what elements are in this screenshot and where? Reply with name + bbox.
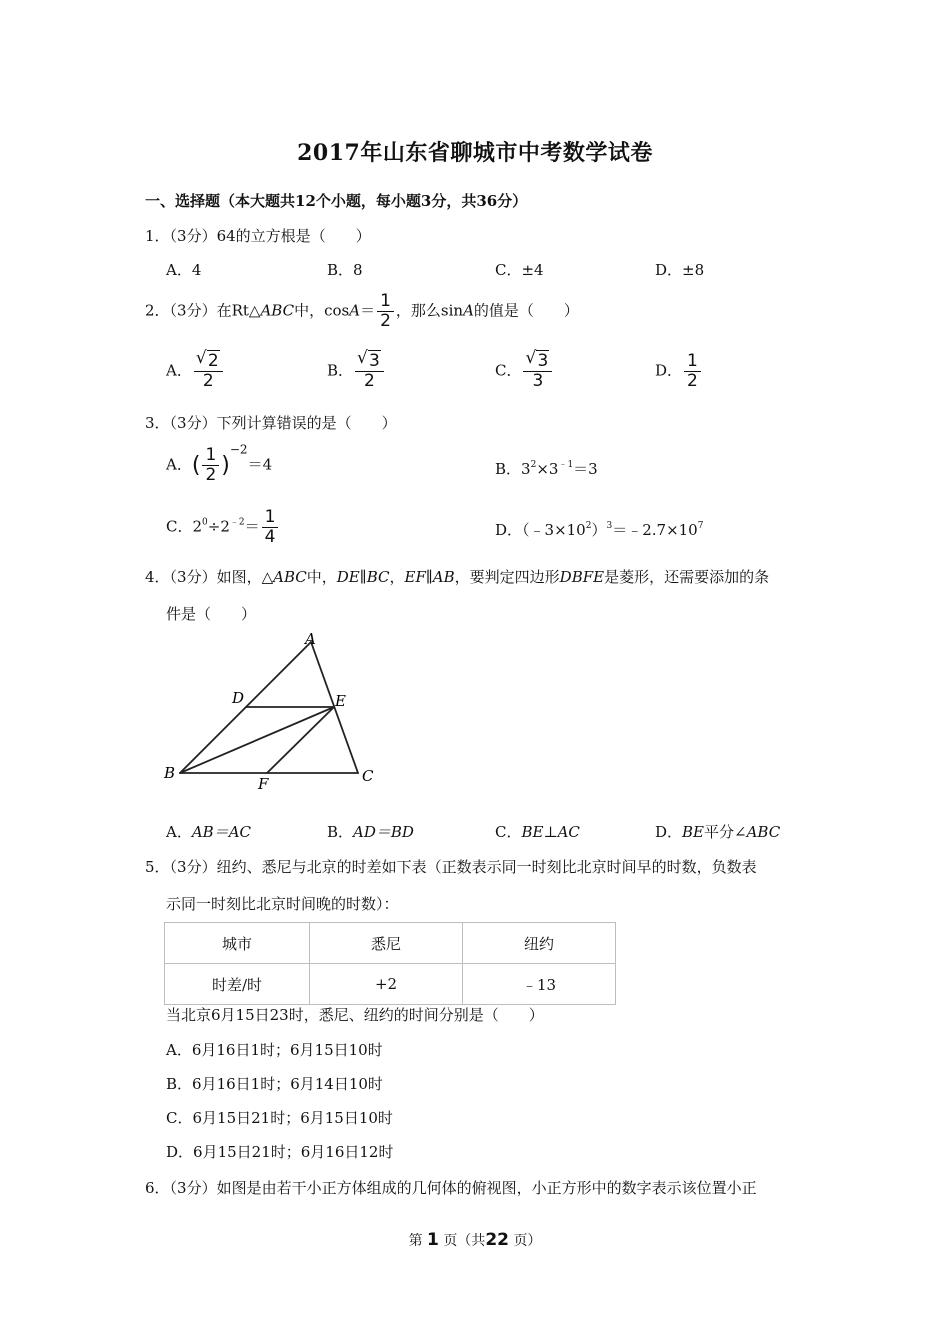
fraction bbox=[202, 446, 219, 485]
question-text: 纽约、悉尼与北京的时差如下表（正数表示同一时刻比北京时间早的时数，负数表 bbox=[216, 858, 757, 876]
question-text: ，那么sin bbox=[395, 301, 464, 320]
question-text: 的值是 bbox=[473, 301, 519, 320]
denominator: 2 bbox=[202, 371, 214, 391]
question-number: 6． bbox=[145, 1179, 170, 1197]
expression: ＝﹣2.7×10 bbox=[612, 521, 698, 539]
denominator: 2 bbox=[687, 371, 698, 391]
option-a bbox=[166, 348, 225, 391]
exponent: 2 bbox=[585, 521, 592, 531]
option-label: A． bbox=[166, 361, 192, 380]
answer-blank: （ ） bbox=[518, 301, 579, 320]
angle-name: A bbox=[349, 301, 361, 320]
segment-name: EF bbox=[404, 568, 426, 586]
exponent: ﹣2 bbox=[229, 517, 245, 528]
option-label: D． bbox=[495, 521, 523, 539]
triangle-name: ABC bbox=[260, 301, 295, 320]
option-b: B．8 bbox=[327, 261, 363, 279]
option-c: C．±4 bbox=[495, 261, 544, 279]
option-a: A．6月16日1时；6月15日10时 bbox=[166, 1041, 383, 1059]
numerator: 1 bbox=[377, 292, 394, 312]
fraction bbox=[523, 348, 552, 391]
radical-sign-icon: √ bbox=[357, 348, 368, 368]
radical-sign-icon: √ bbox=[525, 348, 537, 368]
option-b bbox=[495, 458, 598, 479]
operator: ÷2 bbox=[207, 517, 230, 536]
square-root bbox=[357, 348, 381, 371]
numerator: 1 bbox=[262, 508, 279, 528]
numerator: 1 bbox=[202, 446, 219, 466]
question-4-stem-line2 bbox=[166, 603, 256, 624]
footer-text: 第 bbox=[408, 1233, 423, 1249]
comma: ， bbox=[389, 568, 405, 586]
table-cell: 时差/时 bbox=[165, 964, 310, 1005]
option-value: BE⊥AC bbox=[521, 823, 580, 841]
square-root bbox=[195, 348, 220, 371]
square-root bbox=[525, 348, 549, 371]
fraction bbox=[377, 292, 394, 331]
segment-name: AB bbox=[432, 568, 455, 586]
fraction bbox=[684, 352, 701, 391]
option-label: C． bbox=[166, 517, 193, 536]
fraction bbox=[262, 508, 279, 547]
result: ＝4 bbox=[247, 455, 273, 474]
question-score: （3分） bbox=[169, 301, 217, 320]
question-text: 是菱形，还需要添加的条 bbox=[604, 568, 770, 586]
time-difference-table bbox=[164, 922, 616, 1005]
point-label-a: A bbox=[305, 630, 316, 648]
question-4-stem bbox=[145, 566, 769, 587]
total-pages: 22 bbox=[485, 1230, 509, 1250]
footer-text: 页） bbox=[513, 1233, 542, 1249]
question-text: 下列计算错误的是 bbox=[216, 414, 337, 432]
denominator: 4 bbox=[264, 527, 276, 547]
segment-name: BC bbox=[366, 568, 390, 586]
question-number: 5． bbox=[145, 858, 170, 876]
exponent: ﹣1 bbox=[558, 460, 574, 470]
exponent: 2 bbox=[530, 460, 537, 470]
option-d bbox=[655, 821, 780, 842]
page-title: 2017年山东省聊城市中考数学试卷 bbox=[297, 140, 653, 166]
radicand: 3 bbox=[537, 351, 549, 371]
option-b bbox=[327, 348, 386, 391]
right-paren: ) bbox=[221, 453, 230, 478]
table-header-cell: 城市 bbox=[165, 923, 310, 964]
quadrilateral-name: DBFE bbox=[559, 568, 605, 586]
table-row bbox=[165, 964, 616, 1005]
table-cell: ﹣13 bbox=[463, 964, 616, 1005]
question-3-stem bbox=[145, 412, 397, 433]
segment-name: DE bbox=[336, 568, 360, 586]
radicand: 2 bbox=[207, 351, 219, 371]
question-number: 4． bbox=[145, 568, 170, 586]
numerator bbox=[523, 348, 552, 372]
answer-blank: （ ） bbox=[483, 1006, 544, 1024]
option-d: D．6月15日21时；6月16日12时 bbox=[166, 1143, 394, 1161]
question-1-stem bbox=[145, 225, 371, 246]
radical-sign-icon: √ bbox=[195, 348, 207, 368]
answer-blank: （ ） bbox=[196, 605, 257, 623]
table-row bbox=[165, 923, 616, 964]
section-heading: 一、选择题（本大题共12个小题，每小题3分，共36分） bbox=[145, 192, 528, 210]
option-label: A． bbox=[166, 823, 192, 841]
page-footer bbox=[0, 1230, 950, 1250]
base: 3 bbox=[521, 460, 531, 478]
point-label-c: C bbox=[362, 767, 374, 785]
question-6-stem bbox=[145, 1177, 757, 1198]
expression: （﹣3×10 bbox=[522, 521, 586, 539]
table-cell: +2 bbox=[310, 964, 463, 1005]
numerator bbox=[355, 348, 384, 372]
question-5-subquestion bbox=[166, 1004, 544, 1025]
segment-ef bbox=[267, 707, 334, 773]
fraction bbox=[355, 348, 384, 391]
numerator bbox=[194, 348, 223, 372]
parallel-sign: ∥ bbox=[359, 568, 367, 586]
option-value: BE bbox=[682, 823, 705, 841]
answer-blank: （ ） bbox=[336, 414, 397, 432]
question-score: （3分） bbox=[169, 227, 217, 245]
parallel-sign: ∥ bbox=[425, 568, 433, 586]
option-d bbox=[495, 519, 703, 540]
question-text: 当北京6月15日23时，悉尼、纽约的时间分别是 bbox=[166, 1006, 484, 1024]
option-b: B．6月16日1时；6月14日10时 bbox=[166, 1075, 383, 1093]
exponent: −2 bbox=[229, 442, 248, 457]
page-number: 1 bbox=[427, 1230, 439, 1250]
option-a bbox=[166, 442, 273, 485]
option-d bbox=[655, 352, 703, 391]
question-2-stem bbox=[145, 292, 579, 331]
denominator: 2 bbox=[380, 311, 391, 331]
question-score: （3分） bbox=[169, 568, 217, 586]
triangle-name: ABC bbox=[273, 568, 307, 586]
denominator: 3 bbox=[532, 371, 544, 391]
option-d: D．±8 bbox=[655, 261, 705, 279]
angle-name: A bbox=[463, 301, 474, 320]
denominator: 2 bbox=[364, 371, 375, 391]
question-number: 2． bbox=[145, 301, 170, 320]
question-text: 中， bbox=[306, 568, 337, 586]
denominator: 2 bbox=[205, 465, 217, 485]
point-label-b: B bbox=[164, 764, 176, 782]
question-text: 在Rt△ bbox=[216, 301, 261, 320]
question-text: 如图，△ bbox=[216, 568, 274, 586]
option-a: A．4 bbox=[166, 261, 202, 279]
exponent: 0 bbox=[202, 517, 208, 528]
question-text: ，要判定四边形 bbox=[454, 568, 560, 586]
result: ＝3 bbox=[573, 460, 598, 478]
exponent: 3 bbox=[606, 521, 613, 531]
left-paren: ( bbox=[191, 453, 201, 478]
option-value: AD＝BD bbox=[353, 823, 414, 841]
question-score: （3分） bbox=[169, 858, 217, 876]
segment-be bbox=[180, 707, 334, 773]
question-text: 64的立方根是 bbox=[216, 227, 311, 245]
option-label: C． bbox=[495, 361, 522, 380]
footer-text: 页（共 bbox=[443, 1233, 486, 1249]
question-5-stem-line2: 示同一时刻比北京时间晚的时数）： bbox=[166, 895, 399, 913]
option-c bbox=[495, 348, 554, 391]
question-text: 件是 bbox=[166, 605, 197, 623]
question-5-stem bbox=[145, 856, 757, 877]
question-text: 中，cos bbox=[294, 301, 350, 320]
equals-sign: ＝ bbox=[244, 517, 260, 536]
option-value: AB＝AC bbox=[191, 823, 252, 841]
option-label: C． bbox=[495, 823, 522, 841]
point-label-f: F bbox=[258, 775, 269, 793]
answer-blank: （ ） bbox=[310, 227, 371, 245]
option-c bbox=[166, 508, 280, 547]
base: 2 bbox=[192, 517, 203, 536]
triangle-figure bbox=[160, 628, 380, 796]
exponent: 7 bbox=[697, 521, 704, 531]
operator: ×3 bbox=[536, 460, 559, 478]
option-value: 平分∠ bbox=[704, 823, 747, 841]
fraction bbox=[194, 348, 223, 391]
question-text: 如图是由若干小正方体组成的几何体的俯视图，小正方形中的数字表示该位置小正 bbox=[216, 1179, 757, 1197]
point-label-d: D bbox=[232, 689, 245, 707]
option-label: B． bbox=[327, 823, 354, 841]
point-label-e: E bbox=[335, 692, 346, 710]
numerator: 1 bbox=[684, 352, 701, 372]
question-score: （3分） bbox=[169, 1179, 217, 1197]
option-b bbox=[327, 821, 414, 842]
table-header-cell: 纽约 bbox=[463, 923, 616, 964]
expression: ） bbox=[591, 521, 607, 539]
table-header-cell: 悉尼 bbox=[310, 923, 463, 964]
question-score: （3分） bbox=[169, 414, 217, 432]
option-c bbox=[495, 821, 580, 842]
equals-sign: ＝ bbox=[360, 301, 376, 320]
option-label: D． bbox=[655, 361, 683, 380]
question-number: 3． bbox=[145, 414, 170, 432]
option-label: B． bbox=[327, 361, 354, 380]
option-value: ABC bbox=[746, 823, 781, 841]
question-number: 1． bbox=[145, 227, 170, 245]
option-label: B． bbox=[495, 460, 522, 478]
option-label: A． bbox=[166, 455, 192, 474]
option-a bbox=[166, 821, 251, 842]
option-c: C．6月15日21时；6月15日10时 bbox=[166, 1109, 393, 1127]
option-label: D． bbox=[655, 823, 683, 841]
radicand: 3 bbox=[369, 351, 380, 371]
